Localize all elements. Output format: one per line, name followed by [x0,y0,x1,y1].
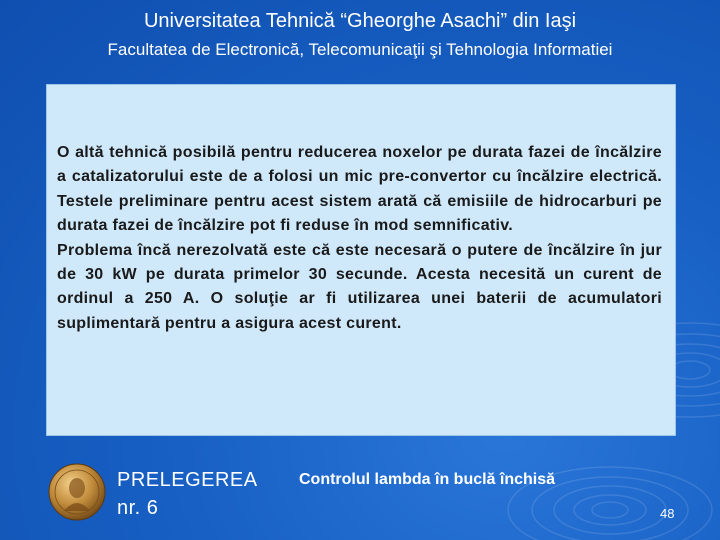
lecture-topic: Controlul lambda în buclă închisă [299,471,556,488]
content-paragraph-2: Problema încă nerezolvată este că este necesară o putere de încălzire în jur de 30 kW pe durata primelor 30 secunde. Acesta necesită un curent de ordinul a 250 A. O soluţie ar fi utilizarea unei baterii de acumulatori suplimentară pentru a asigura acest curent. [57,241,662,332]
lecture-label [117,466,258,522]
lecture-title: PRELEGEREA [117,469,258,491]
lecture-number: nr. 6 [117,497,159,519]
university-title: Universitatea Tehnică “Gheorghe Asachi” din Iaşi [143,10,577,32]
page-number: 48 [660,506,675,521]
medallion-portrait-icon [48,463,106,521]
faculty-subtitle: Facultatea de Electronică, Telecomunicaţii şi Tehnologia Informatiei [107,40,613,59]
content-paragraph-1: O altă tehnică posibilă pentru reducerea noxelor pe durata fazei de încălzire a catalizatorului este de a folosi un mic pre-convertor cu încălzire electrică. Testele preliminare pentru acest sistem arată că emisiile de hidrocarburi pe durata fazei de încălzire pot fi reduse în mod semnificativ. [57,144,662,235]
content-text [57,141,662,336]
content-box [46,84,676,436]
